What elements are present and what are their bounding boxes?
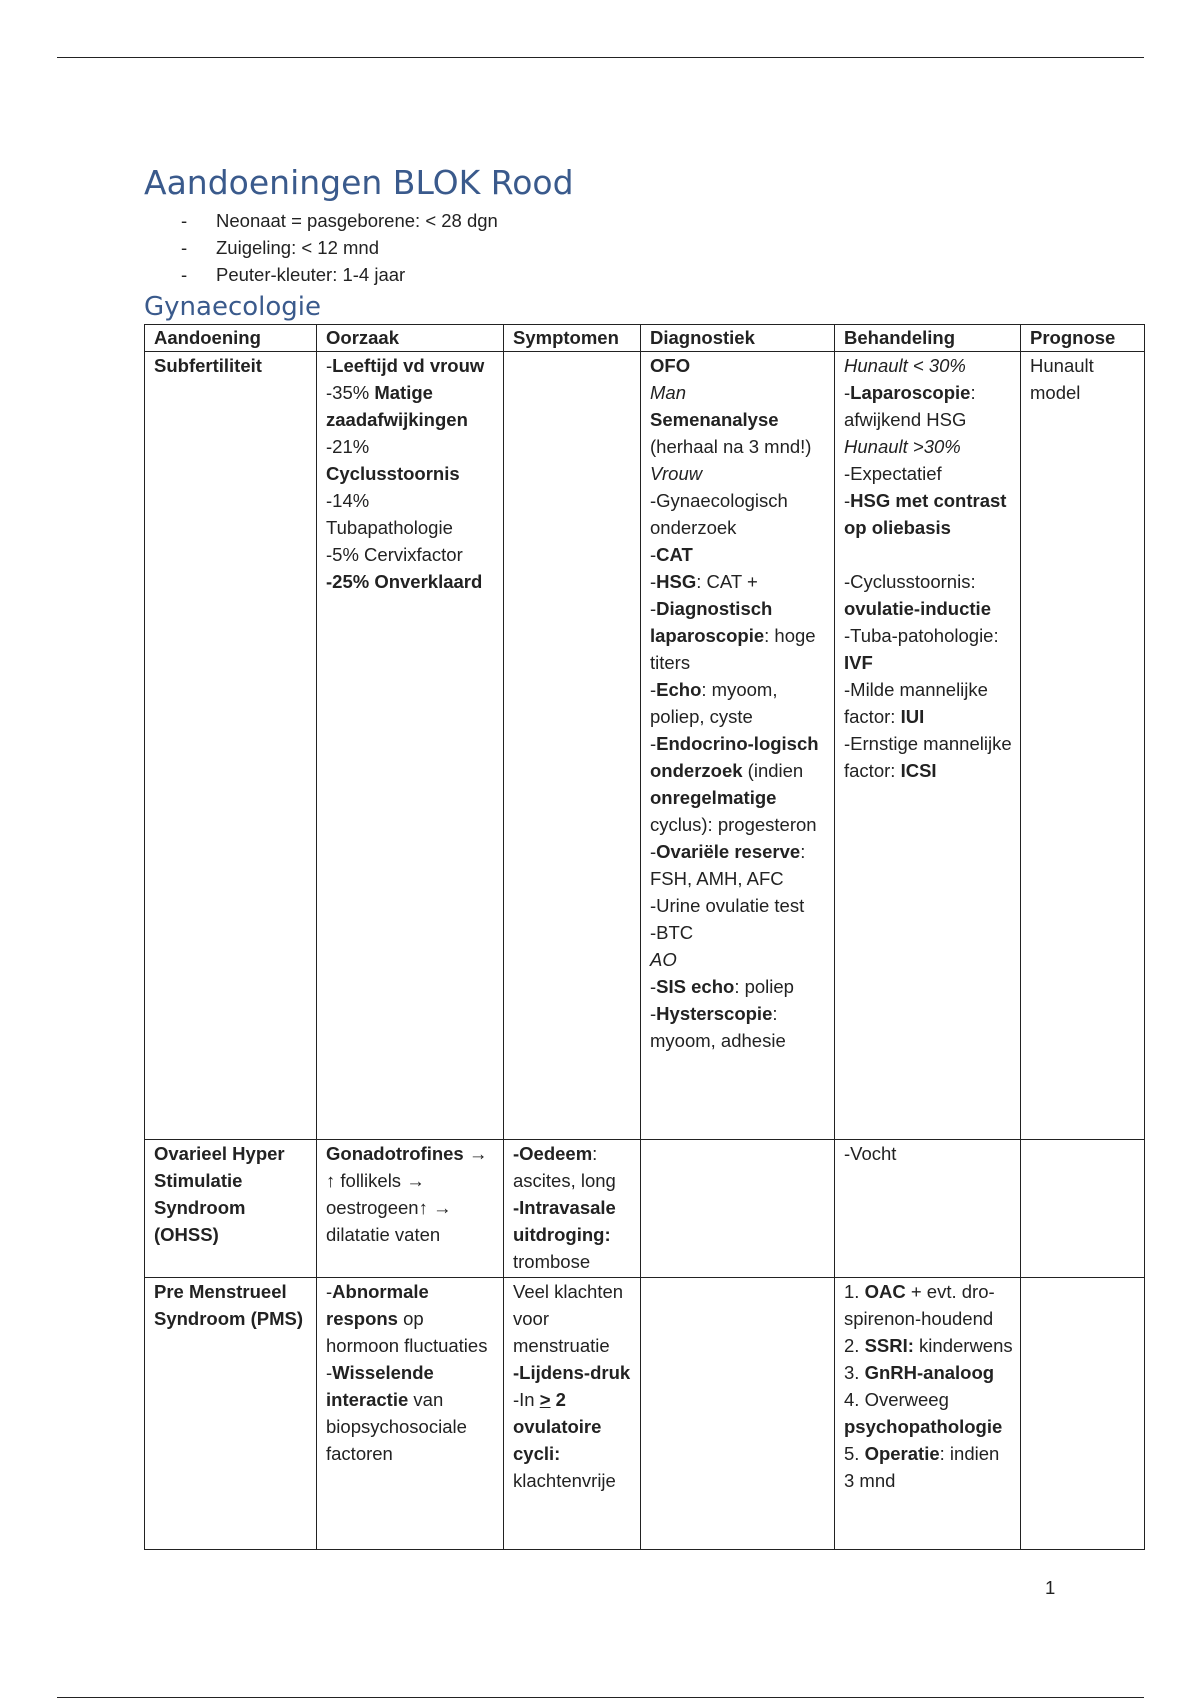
text-run: (herhaal na 3 mnd!) xyxy=(650,436,812,457)
text-run: - xyxy=(650,598,657,619)
text-run: -Intravasale uitdroging: xyxy=(513,1197,616,1245)
cell-prognose xyxy=(1021,1278,1145,1550)
column-header-oorzaak: Oorzaak xyxy=(317,325,504,352)
cell-line xyxy=(650,946,828,973)
cell-line xyxy=(1030,352,1138,406)
text-run: : FSH, AMH, AFC xyxy=(650,841,806,889)
text-run: Gonadotrofines xyxy=(326,1143,464,1164)
cell-behandeling xyxy=(835,1140,1021,1278)
age-definitions-list xyxy=(144,207,1144,288)
list-item xyxy=(144,261,1144,288)
text-run: : poliep xyxy=(734,976,794,997)
cell-line xyxy=(650,973,828,1000)
text-run: - xyxy=(650,679,657,700)
cell-line xyxy=(844,1386,1014,1440)
text-run: Vrouw xyxy=(650,463,703,484)
text-run: 1. xyxy=(844,1281,865,1302)
text-run: cyclus): progesteron xyxy=(650,814,817,835)
text-run: - xyxy=(650,976,657,997)
cell-diagnostiek xyxy=(641,1140,835,1278)
footer-rule xyxy=(57,1697,1144,1698)
text-run: ovulatie-inductie xyxy=(844,598,991,619)
text-run: CAT xyxy=(656,544,693,565)
cell-line xyxy=(650,460,828,487)
text-run: Diagnostisch laparoscopie xyxy=(650,598,773,646)
text-run: -Oedeem xyxy=(513,1143,593,1164)
text-run: Pre Menstrueel Syndroom (PMS) xyxy=(154,1281,304,1329)
cell-line xyxy=(650,406,828,433)
text-run: 2. xyxy=(844,1335,865,1356)
cell-line xyxy=(650,1000,828,1054)
text-run: -Urine ovulatie test xyxy=(650,895,805,916)
cell-line xyxy=(650,730,828,838)
text-run: Ovariële reserve xyxy=(656,841,801,862)
text-run: Hysterscopie xyxy=(656,1003,773,1024)
text-run: OAC xyxy=(864,1281,906,1302)
text-run: : afwijkend HSG xyxy=(844,382,976,430)
text-run: 3. xyxy=(844,1362,865,1383)
text-run: - xyxy=(650,571,657,592)
table-row xyxy=(145,1278,1145,1550)
text-run: SIS echo xyxy=(656,976,735,997)
text-run: -Ernstige mannelijke factor: xyxy=(844,733,1012,781)
text-run: OFO xyxy=(650,355,691,376)
text-run: - xyxy=(650,1003,657,1024)
cell-line xyxy=(844,676,1014,730)
cell-line xyxy=(844,352,1014,379)
text-run: : myoom, adhesie xyxy=(650,1003,786,1051)
cell-line xyxy=(650,379,828,406)
list-item-text: Neonaat = pasgeborene: < 28 dgn xyxy=(216,210,498,231)
text-run: van biopsychosociale factoren xyxy=(326,1389,467,1464)
text-run: Veel klachten voor menstruatie xyxy=(513,1281,624,1356)
text-run: (indien xyxy=(742,760,804,781)
text-run: ICSI xyxy=(900,760,937,781)
cell-symptomen xyxy=(504,352,641,1140)
cell-line xyxy=(326,1140,497,1248)
text-run: Leeftijd vd vrouw xyxy=(332,355,485,376)
column-header-behandeling: Behandeling xyxy=(835,325,1021,352)
table-row xyxy=(145,1140,1145,1278)
cell-line xyxy=(513,1278,634,1359)
text-run: 4. Overweeg xyxy=(844,1389,949,1410)
text-run: -Lijdens-druk xyxy=(513,1362,631,1383)
text-run: : myoom, poliep, cyste xyxy=(650,679,778,727)
cell-line xyxy=(844,568,1014,622)
cell-line xyxy=(844,487,1014,541)
text-run: Laparoscopie xyxy=(850,382,971,403)
cell-line xyxy=(650,433,828,460)
cell-diagnostiek xyxy=(641,352,835,1140)
text-run: AO xyxy=(650,949,677,970)
text-run: Hunault < 30% xyxy=(844,355,966,376)
cell-line xyxy=(326,352,497,379)
cell-oorzaak xyxy=(317,352,504,1140)
table-header-row xyxy=(145,325,1145,352)
text-run: 5. xyxy=(844,1443,865,1464)
cell-line xyxy=(326,1278,497,1359)
cell-line xyxy=(326,379,497,433)
text-run: -35% xyxy=(326,382,375,403)
cell-line xyxy=(650,919,828,946)
cell-line xyxy=(650,838,828,892)
text-run: Man xyxy=(650,382,686,403)
text-run: - xyxy=(650,733,657,754)
cell-line xyxy=(650,676,828,730)
text-run: > xyxy=(539,1389,551,1410)
cell-line xyxy=(650,541,828,568)
text-run: -Cyclusstoornis: xyxy=(844,571,976,592)
cell-line xyxy=(513,1140,634,1194)
text-run: -Expectatief xyxy=(844,463,942,484)
cell-line xyxy=(650,487,828,541)
cell-behandeling xyxy=(835,1278,1021,1550)
cell-line xyxy=(844,622,1014,676)
text-run: Abnormale respons xyxy=(326,1281,429,1329)
page-content xyxy=(144,163,1144,1550)
text-run: onregelmatige xyxy=(650,787,777,808)
cell-line xyxy=(844,1332,1014,1359)
text-run: HSG xyxy=(656,571,697,592)
cell-line xyxy=(844,379,1014,433)
text-run: op hormoon fluctuaties xyxy=(326,1308,488,1356)
text-run: 2 ovulatoire cycli: xyxy=(513,1389,602,1464)
text-run: -Milde mannelijke factor: xyxy=(844,679,988,727)
text-run: -25% Onverklaard xyxy=(326,571,483,592)
list-item-text: Zuigeling: < 12 mnd xyxy=(216,237,380,258)
text-run: -In xyxy=(513,1389,540,1410)
text-run: klachtenvrije xyxy=(513,1470,616,1491)
cell-line xyxy=(844,1359,1014,1386)
page-number: 1 xyxy=(1045,1577,1056,1598)
text-run: -5% Cervixfactor xyxy=(326,544,463,565)
text-run: - xyxy=(844,382,851,403)
text-run: Wisselende interactie xyxy=(326,1362,434,1410)
column-header-prognose: Prognose xyxy=(1021,325,1145,352)
bullet-dash: - xyxy=(181,210,188,231)
cell-line xyxy=(513,1386,634,1494)
cell-line xyxy=(326,1359,497,1467)
cell-line xyxy=(650,892,828,919)
text-run: Hunault >30% xyxy=(844,436,961,457)
text-run: Endocrino-logisch onderzoek xyxy=(650,733,819,781)
text-run: Ovarieel Hyper Stimulatie Syndroom (OHSS) xyxy=(154,1143,285,1245)
cell-aandoening xyxy=(145,1140,317,1278)
column-header-symptomen: Symptomen xyxy=(504,325,641,352)
cell-line xyxy=(844,730,1014,784)
cell-aandoening xyxy=(145,352,317,1140)
text-run: - xyxy=(650,544,657,565)
document-title: Aandoeningen BLOK Rood xyxy=(144,163,574,202)
text-run: - xyxy=(326,355,333,376)
column-header-aandoening: Aandoening xyxy=(145,325,317,352)
text-run: → ↑ follikels → oestrogeen↑ → dilatatie vaten xyxy=(326,1143,488,1245)
text-run: - xyxy=(326,1281,333,1302)
text-run: Subfertiliteit xyxy=(154,355,262,376)
cell-oorzaak xyxy=(317,1278,504,1550)
text-run: -14% Tubapathologie xyxy=(326,490,453,538)
text-run: SSRI: xyxy=(864,1335,914,1356)
text-run: kinderwens xyxy=(913,1335,1013,1356)
header-rule xyxy=(57,57,1144,58)
cell-line xyxy=(844,460,1014,487)
cell-line xyxy=(844,1278,1014,1332)
conditions-table xyxy=(144,324,1145,1550)
cell-line xyxy=(844,1140,1014,1167)
blank-line xyxy=(844,541,1014,568)
text-run: -Vocht xyxy=(844,1143,897,1164)
text-run: Echo xyxy=(656,679,702,700)
text-run: Hunault model xyxy=(1030,355,1094,403)
list-item xyxy=(144,234,1144,261)
cell-prognose xyxy=(1021,352,1145,1140)
text-run: -21% xyxy=(326,436,370,457)
text-run: IVF xyxy=(844,652,873,673)
text-run: Semenanalyse xyxy=(650,409,779,430)
cell-symptomen xyxy=(504,1278,641,1550)
text-run: Cyclusstoornis xyxy=(326,463,460,484)
cell-line xyxy=(844,433,1014,460)
text-run: -Tuba-patohologie: xyxy=(844,625,999,646)
text-run: : hoge titers xyxy=(650,625,816,673)
cell-line xyxy=(650,595,828,676)
text-run: - xyxy=(650,841,657,862)
column-header-diagnostiek: Diagnostiek xyxy=(641,325,835,352)
cell-line xyxy=(326,541,497,568)
text-run: Operatie xyxy=(864,1443,940,1464)
text-run: -Gynaecologisch onderzoek xyxy=(650,490,788,538)
section-heading: Gynaecologie xyxy=(144,292,321,322)
cell-symptomen xyxy=(504,1140,641,1278)
text-run: : ascites, long xyxy=(513,1143,616,1191)
bullet-dash: - xyxy=(181,237,188,258)
cell-line xyxy=(154,1140,310,1248)
text-run: IUI xyxy=(900,706,925,727)
cell-behandeling xyxy=(835,352,1021,1140)
text-run: Matige zaadafwijkingen xyxy=(326,382,468,430)
cell-line xyxy=(326,568,497,595)
text-run: -BTC xyxy=(650,922,694,943)
text-run: + evt. dro-spirenon-houdend xyxy=(844,1281,995,1329)
text-run: : CAT + xyxy=(696,571,758,592)
text-run: - xyxy=(844,490,851,511)
cell-line xyxy=(650,352,828,379)
cell-aandoening xyxy=(145,1278,317,1550)
cell-diagnostiek xyxy=(641,1278,835,1550)
text-run: GnRH-analoog xyxy=(864,1362,995,1383)
text-run: - xyxy=(326,1362,333,1383)
cell-line xyxy=(326,487,497,541)
cell-line xyxy=(326,433,497,487)
list-item xyxy=(144,207,1144,234)
text-run: HSG met contrast op oliebasis xyxy=(844,490,1007,538)
text-run: trombose xyxy=(513,1251,591,1272)
text-run: : indien 3 mnd xyxy=(844,1443,1000,1491)
list-item-text: Peuter-kleuter: 1-4 jaar xyxy=(216,264,406,285)
text-run: psychopathologie xyxy=(844,1416,1003,1437)
cell-line xyxy=(844,1440,1014,1494)
cell-prognose xyxy=(1021,1140,1145,1278)
cell-oorzaak xyxy=(317,1140,504,1278)
cell-line xyxy=(650,568,828,595)
cell-line xyxy=(154,1278,310,1332)
table-row xyxy=(145,352,1145,1140)
cell-line xyxy=(154,352,310,379)
cell-line xyxy=(513,1359,634,1386)
cell-line xyxy=(513,1194,634,1275)
bullet-dash: - xyxy=(181,264,188,285)
